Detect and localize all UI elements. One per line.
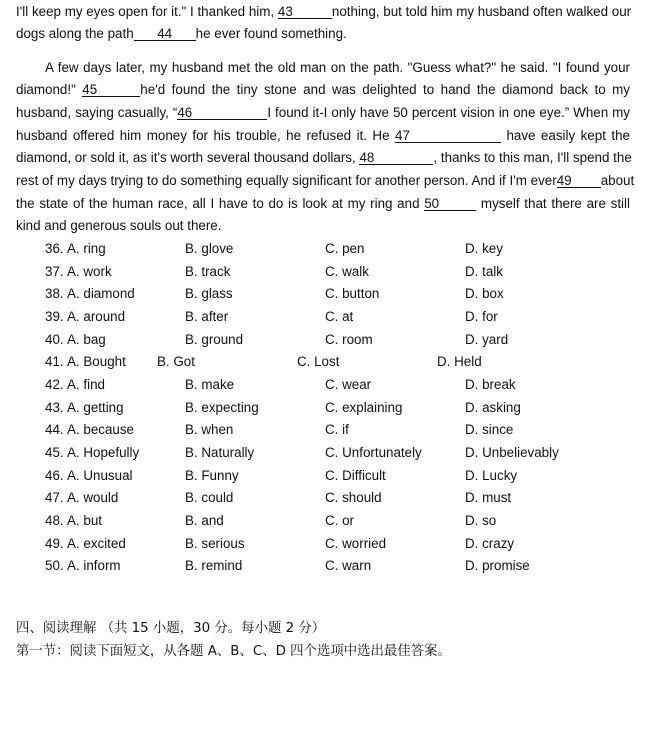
option-d: D. for — [465, 309, 498, 324]
option-b: B. Naturally — [185, 445, 255, 460]
option-d: D. since — [465, 422, 514, 437]
option-d: D. must — [465, 490, 512, 505]
question-number: 36. — [45, 241, 64, 256]
option-a: A. inform — [67, 558, 121, 573]
blank-50: 50 — [424, 197, 476, 211]
question-number: 46. — [45, 468, 64, 483]
option-a: A. work — [67, 264, 112, 279]
option-b: B. serious — [185, 536, 245, 551]
option-c: C. should — [325, 490, 382, 505]
option-b: B. make — [185, 377, 235, 392]
passage-text: he'd found the tiny stone and was delighted to hand the diamond back to my — [140, 82, 630, 97]
option-d: D. Lucky — [465, 468, 518, 483]
passage-line — [16, 150, 630, 166]
option-c: C. Unfortunately — [325, 445, 422, 460]
option-a: A. but — [67, 513, 102, 528]
option-a: A. ring — [67, 241, 106, 256]
option-c: C. walk — [325, 264, 369, 279]
option-c: C. explaining — [325, 400, 403, 415]
option-d: D. Unbelievably — [465, 445, 559, 460]
option-a: A. find — [67, 377, 105, 392]
passage-text: A few days later, my husband met the old man on the path. "Guess what?" he said. "I found your — [45, 60, 630, 75]
question-number: 45. — [45, 445, 64, 460]
option-a: A. bag — [67, 332, 106, 347]
passage-line — [16, 82, 630, 98]
option-d: D. key — [465, 241, 503, 256]
passage-line — [16, 173, 635, 189]
passage-text: diamond, or sold it, as it's worth several thousand dollars, — [16, 150, 356, 165]
option-a: A. Hopefully — [67, 445, 140, 460]
blank-48: 48 — [359, 151, 433, 165]
passage-text: rest of my days trying to do something equally significant for another person. And if I'm ever — [16, 173, 557, 188]
passage-text: , thanks to this man, I'll spend the — [433, 150, 632, 165]
blank-47: 47 — [395, 129, 501, 143]
option-a: A. diamond — [67, 286, 135, 301]
passage-line — [45, 60, 630, 76]
passage-text: husband offered him money for his trouble, he refused it. He — [16, 128, 390, 143]
option-d: D. crazy — [465, 536, 515, 551]
option-c: C. Lost — [297, 354, 340, 369]
option-b: B. when — [185, 422, 234, 437]
passage-text: myself that there are still — [480, 196, 630, 211]
question-number: 42. — [45, 377, 64, 392]
option-c: C. warn — [325, 558, 372, 573]
blank-44: 44 — [134, 27, 196, 41]
option-d: D. talk — [465, 264, 503, 279]
option-c: C. or — [325, 513, 355, 528]
option-a: A. would — [67, 490, 119, 505]
question-number: 39. — [45, 309, 64, 324]
option-a: A. because — [67, 422, 134, 437]
option-c: C. button — [325, 286, 380, 301]
option-d: D. so — [465, 513, 497, 528]
option-d: D. box — [465, 286, 504, 301]
question-number: 40. — [45, 332, 64, 347]
option-c: C. pen — [325, 241, 365, 256]
option-b: B. glove — [185, 241, 234, 256]
passage-text: about — [600, 173, 635, 188]
passage-text: I'll keep my eyes open for it." I thanked him, — [16, 4, 275, 19]
option-b: B. expecting — [185, 400, 259, 415]
question-number: 38. — [45, 286, 64, 301]
blank-46: 46 — [177, 106, 267, 120]
question-number: 49. — [45, 536, 64, 551]
question-number: 47. — [45, 490, 64, 505]
blank-49: 49 — [557, 174, 601, 188]
option-c: C. if — [325, 422, 349, 437]
passage-text: kind and generous souls out there. — [16, 218, 222, 233]
option-b: B. remind — [185, 558, 243, 573]
option-d: D. yard — [465, 332, 509, 347]
option-b: B. track — [185, 264, 231, 279]
passage-line — [16, 196, 630, 212]
passage-text: nothing, but told him my husband often walked our — [331, 4, 632, 19]
option-b: B. Funny — [185, 468, 239, 483]
passage-line — [16, 128, 630, 144]
passage-text: husband, saying casually, “ — [16, 105, 178, 120]
option-d: D. break — [465, 377, 516, 392]
section-instruction: 第一节：阅读下面短文，从各题 A、B、C、D 四个选项中选出最佳答案。 — [16, 644, 451, 659]
option-d: D. asking — [465, 400, 521, 415]
passage-line — [16, 26, 347, 42]
passage-text: diamond!" — [16, 82, 76, 97]
section-heading: 四、阅读理解 （共 15 小题，30 分。每小题 2 分） — [16, 621, 326, 636]
option-c: C. worried — [325, 536, 387, 551]
option-c: C. Difficult — [325, 468, 386, 483]
question-number: 43. — [45, 400, 64, 415]
option-c: C. at — [325, 309, 354, 324]
option-a: A. around — [67, 309, 126, 324]
blank-43: 43 — [278, 5, 332, 19]
option-b: B. after — [185, 309, 229, 324]
passage-line — [16, 4, 630, 20]
question-number: 41. — [45, 354, 64, 369]
passage-line — [16, 218, 221, 234]
option-c: C. room — [325, 332, 373, 347]
question-number: 50. — [45, 558, 64, 573]
passage-line — [16, 105, 630, 121]
question-number: 44. — [45, 422, 64, 437]
option-b: B. and — [185, 513, 224, 528]
passage-text: dogs along the path — [16, 26, 134, 41]
passage-text: the state of the human race, all I have to do is look at my ring and — [16, 196, 420, 211]
option-a: A. getting — [67, 400, 124, 415]
option-c: C. wear — [325, 377, 372, 392]
question-number: 48. — [45, 513, 64, 528]
passage-text: he ever found something. — [195, 26, 347, 41]
option-b: B. could — [185, 490, 234, 505]
passage-text: have easily kept the — [506, 128, 630, 143]
option-b: B. Got — [157, 354, 195, 369]
option-d: D. Held — [437, 354, 482, 369]
option-b: B. ground — [185, 332, 244, 347]
option-b: B. glass — [185, 286, 233, 301]
option-d: D. promise — [465, 558, 530, 573]
option-a: A. Unusual — [67, 468, 133, 483]
question-number: 37. — [45, 264, 64, 279]
option-a: A. excited — [67, 536, 126, 551]
passage-text: I found it-I only have 50 percent vision in one eye.” When my — [267, 105, 630, 120]
option-a: A. Bought — [67, 354, 126, 369]
blank-45: 45 — [82, 83, 140, 97]
